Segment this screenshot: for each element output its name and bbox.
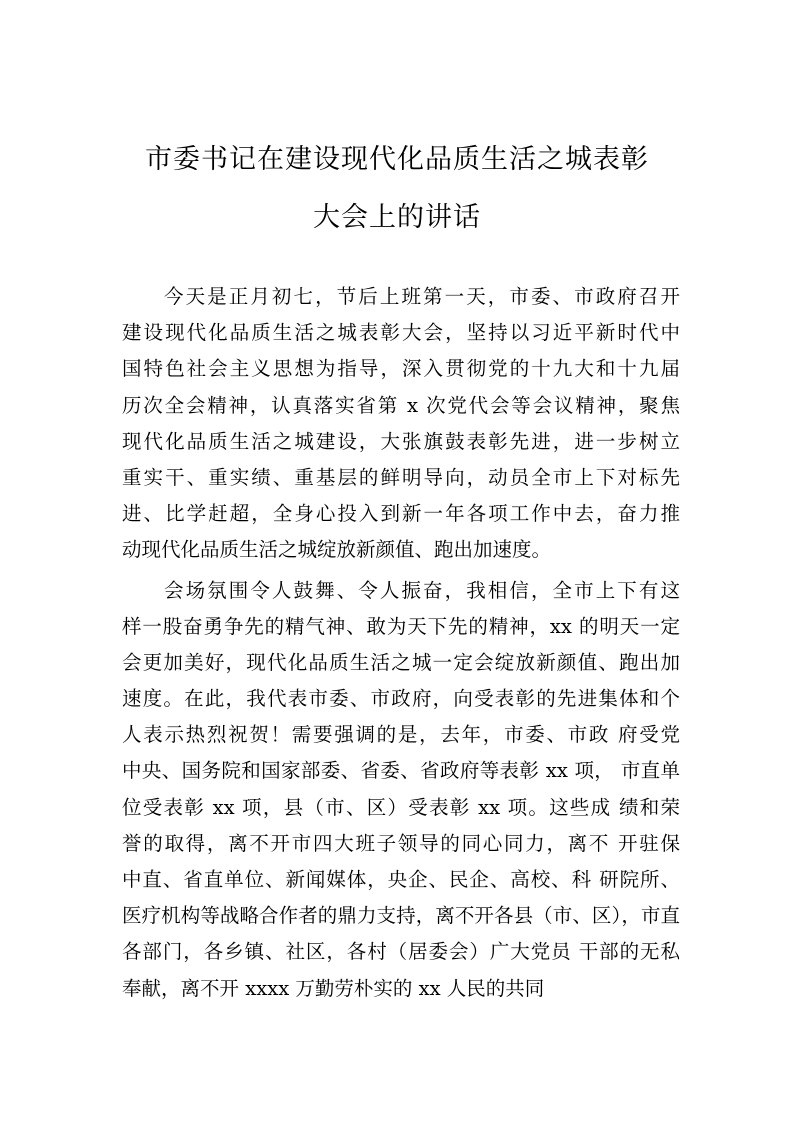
text-line: 速度。在此，我代表市委、市政府，向受表彰的先进集体和个 xyxy=(122,687,680,711)
paragraph-1 xyxy=(122,279,680,569)
text-line: 重实干、重实绩、重基层的鲜明导向，动员全市上下对标先 xyxy=(122,465,680,489)
text-line: 今天是正月初七，节后上班第一天，市委、市政府召开 xyxy=(164,285,680,308)
text-line: 历次全会精神，认真落实省第 x 次党代会等会议精神，聚焦 xyxy=(122,393,680,417)
document-title-line-2: 大会上的讲话 xyxy=(313,202,481,233)
document-title-line-1: 市委书记在建设现代化品质生活之城表彰 xyxy=(145,144,649,175)
document-body xyxy=(122,279,680,1007)
text-line: 位受表彰 xx 项，县（市、区）受表彰 xx 项。这些成 绩和荣 xyxy=(122,795,680,819)
text-line: 会更加美好，现代化品质生活之城一定会绽放新颜值、跑出加 xyxy=(122,650,680,674)
text-line: 医疗机构等战略合作者的鼎力支持，离不开各县（市、区），市直 xyxy=(122,904,680,928)
paragraph-2 xyxy=(122,573,680,1007)
text-line: 人表示热烈祝贺！需要强调的是，去年，市委、市政 府受党 xyxy=(122,723,680,747)
text-line: 国特色社会主义思想为指导，深入贯彻党的十九大和十九届 xyxy=(122,357,680,381)
text-line: 动现代化品质生活之城绽放新颜值、跑出加速度。 xyxy=(122,538,552,562)
text-line: 建设现代化品质生活之城表彰大会，坚持以习近平新时代中 xyxy=(122,321,680,345)
text-line: 各部门，各乡镇、社区，各村（居委会）广大党员 干部的无私 xyxy=(122,940,680,964)
text-line: 中直、省直单位、新闻媒体，央企、民企、高校、科 研院所、 xyxy=(122,868,680,891)
text-line: 奉献，离不开 xxxx 万勤劳朴实的 xx 人民的共同 xyxy=(122,976,545,1000)
text-line: 样一股奋勇争先的精气神、敢为天下先的精神，xx 的明天一定 xyxy=(122,614,680,638)
text-line: 誉的取得，离不开市四大班子领导的同心同力，离不 开驻保 xyxy=(122,831,680,855)
text-line: 进、比学赶超，全身心投入到新一年各项工作中去，奋力推 xyxy=(122,502,680,526)
text-line: 会场氛围令人鼓舞、令人振奋，我相信，全市上下有这 xyxy=(164,578,680,602)
text-line: 现代化品质生活之城建设，大张旗鼓表彰先进，进一步树立 xyxy=(122,429,680,453)
text-line: 中央、国务院和国家部委、省委、省政府等表彰 xx 项， 市直单 xyxy=(122,759,680,783)
